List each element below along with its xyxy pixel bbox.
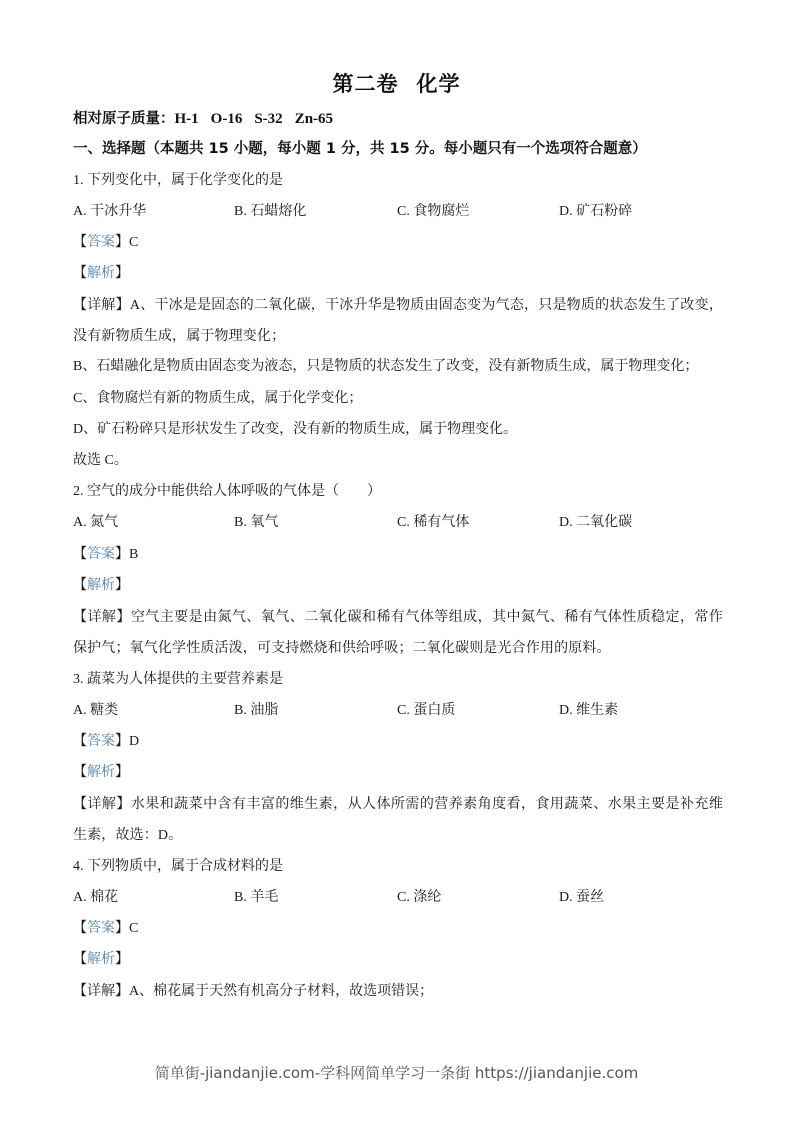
footer-watermark: 简单街-jiandanjie.com-学科网简单学习一条街 https://jiandanjie.com — [154, 1064, 639, 1082]
question-3-answer: 【答案】D — [73, 734, 140, 749]
page-title — [0, 68, 793, 98]
title-subject: 化学 — [416, 72, 461, 96]
detail-line: A、棉花属于天然有机高分子材料，故选项错误； — [129, 984, 434, 999]
answer-value: D — [129, 734, 140, 749]
analysis-label: 解析 — [87, 266, 115, 281]
question-4-detail — [73, 983, 433, 1001]
atomic-mass-line — [73, 110, 333, 128]
detail-line: A、干冰是是固态的二氧化碳，干冰升华是物质由固态变为气态，只是物质的状态发生了改变，没有新物质生成，属于物理变化； — [73, 298, 723, 344]
atomic-mass-h: H-1 — [174, 111, 199, 127]
question-1-option-c: C. 食物腐烂 — [397, 204, 470, 219]
answer-value: C — [129, 235, 139, 250]
answer-value: C — [129, 921, 139, 936]
question-4-answer: 【答案】C — [73, 921, 139, 936]
question-2-analysis-label: 【解析】 — [73, 578, 129, 593]
question-1-analysis-label: 【解析】 — [73, 266, 129, 281]
question-2-option-c: C. 稀有气体 — [397, 515, 470, 530]
question-1-options — [73, 203, 723, 221]
title-part: 第二卷 — [332, 72, 399, 96]
question-1-option-d: D. 矿石粉碎 — [559, 204, 633, 219]
question-1-option-b: B. 石蜡熔化 — [234, 204, 307, 219]
question-3-analysis-label: 【解析】 — [73, 765, 129, 780]
question-3-options — [73, 702, 723, 720]
atomic-mass-label: 相对原子质量： — [73, 111, 175, 127]
question-1-detail-d: D、矿石粉碎只是形状发生了改变，没有新的物质生成，属于物理变化。 — [73, 422, 518, 437]
answer-label: 答案 — [87, 734, 115, 749]
question-3-detail — [73, 789, 723, 851]
question-3-option-a: A. 糖类 — [73, 703, 119, 718]
question-2-options — [73, 514, 723, 532]
atomic-mass-zn: Zn-65 — [294, 111, 334, 127]
question-4-option-a: A. 棉花 — [73, 890, 119, 905]
question-2-answer: 【答案】B — [73, 547, 139, 562]
section-heading: 一、选择题（本题共 15 小题，每小题 1 分，共 15 分。每小题只有一个选项符合题意） — [73, 141, 647, 157]
question-4-option-c: C. 涤纶 — [397, 890, 442, 905]
detail-line: 空气主要是由氮气、氧气、二氧化碳和稀有气体等组成，其中氮气、稀有气体性质稳定，常作保护气；氧气化学性质活泼，可支持燃烧和供给呼吸；二氧化碳则是光合作用的原料。 — [73, 610, 723, 656]
question-2-stem: 2. 空气的成分中能供给人体呼吸的气体是（ ） — [73, 484, 381, 499]
question-4-analysis-label: 【解析】 — [73, 952, 129, 967]
question-1-detail — [73, 290, 723, 352]
answer-label: 答案 — [87, 547, 115, 562]
atomic-mass-o: O-16 — [210, 111, 243, 127]
question-1-stem: 1. 下列变化中，属于化学变化的是 — [73, 173, 283, 188]
question-1-detail-b: B、石蜡融化是物质由固态变为液态，只是物质的状态发生了改变，没有新物质生成，属于物理变化； — [73, 359, 699, 374]
detail-label: 【详解】 — [73, 610, 131, 625]
question-1-answer: 【答案】C — [73, 235, 139, 250]
question-2-option-d: D. 二氧化碳 — [559, 515, 633, 530]
analysis-label: 解析 — [87, 952, 115, 967]
question-3-option-b: B. 油脂 — [234, 703, 279, 718]
question-3-option-d: D. 维生素 — [559, 703, 619, 718]
question-1-conclusion: 故选 C。 — [73, 453, 128, 468]
question-4-option-b: B. 羊毛 — [234, 890, 279, 905]
question-1-option-a: A. 干冰升华 — [73, 204, 147, 219]
question-2-option-a: A. 氮气 — [73, 515, 119, 530]
detail-label: 【详解】 — [73, 298, 130, 313]
answer-label: 答案 — [87, 921, 115, 936]
answer-value: B — [129, 547, 139, 562]
question-4-option-d: D. 蚕丝 — [559, 890, 605, 905]
answer-label: 答案 — [87, 235, 115, 250]
question-2-detail — [73, 602, 723, 664]
question-3-stem: 3. 蔬菜为人体提供的主要营养素是 — [73, 672, 283, 687]
atomic-mass-s: S-32 — [254, 111, 283, 127]
analysis-label: 解析 — [87, 578, 115, 593]
question-2-option-b: B. 氧气 — [234, 515, 279, 530]
detail-line: 水果和蔬菜中含有丰富的维生素，从人体所需的营养素角度看，食用蔬菜、水果主要是补充维生素，故选：D。 — [73, 797, 723, 843]
question-1-detail-c: C、食物腐烂有新的物质生成，属于化学变化； — [73, 391, 363, 406]
analysis-label: 解析 — [87, 765, 115, 780]
question-4-options — [73, 889, 723, 907]
detail-label: 【详解】 — [73, 797, 131, 812]
question-3-option-c: C. 蛋白质 — [397, 703, 456, 718]
question-4-stem: 4. 下列物质中，属于合成材料的是 — [73, 859, 283, 874]
detail-label: 【详解】 — [73, 984, 129, 999]
